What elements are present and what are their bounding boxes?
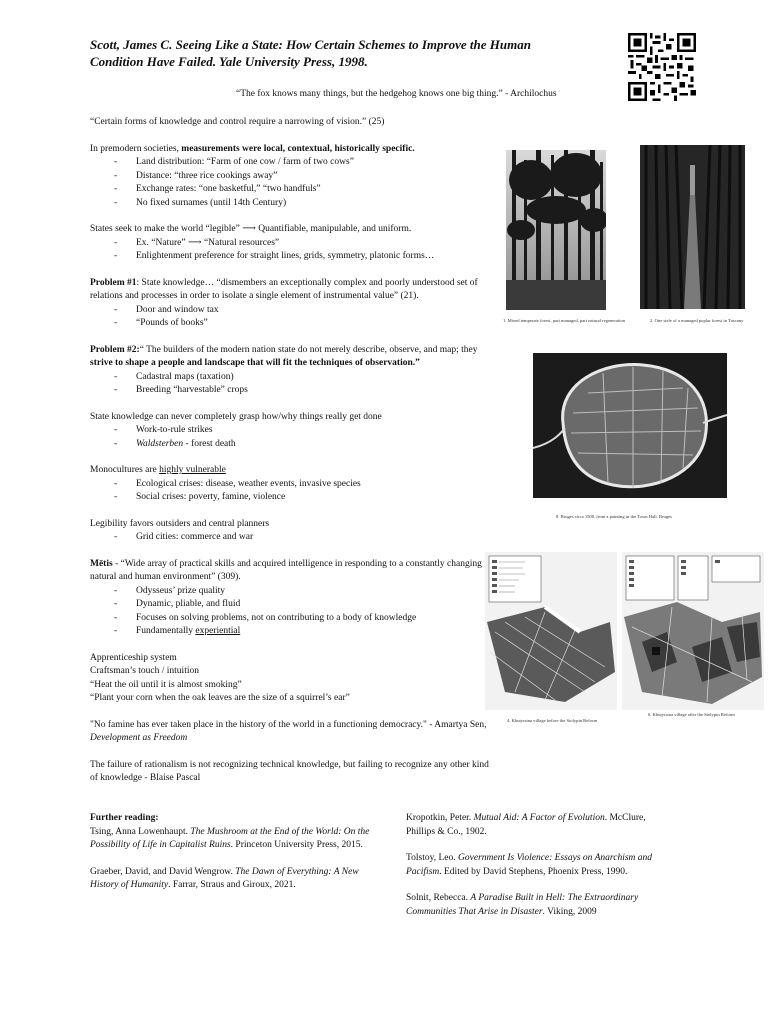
reading-title: The Mushroom at the End of the World: On the Possibility of Life in Capitalist Ruins [90, 826, 370, 850]
reading-title: The Dawn of Everything: A New History of Humanity [90, 866, 359, 890]
poplar-forest-photo [640, 145, 745, 309]
metis-last-underlined: experiential [195, 626, 241, 636]
village-after-map [622, 552, 764, 710]
craft-section [90, 652, 495, 706]
reading-title: Government Is Violence: Essays on Anarchism and Pacifism [406, 853, 653, 877]
sen-quote [90, 719, 495, 746]
list-item: - No fixed surnames (until 14th Century) [90, 197, 495, 211]
sen-text: "No famine has ever taken place in the history of the world in a functioning democracy." - Amartya Sen, [90, 719, 487, 730]
legible-section [90, 223, 495, 264]
mono-lead: Monocultures are [90, 465, 160, 475]
figure-4-caption: 4. Khutyrsina village before the Stolypin Reform [507, 718, 598, 723]
further-reading-left [90, 812, 370, 906]
list-item: - Door and window tax [90, 304, 495, 318]
list-item: - “Pounds of books” [90, 317, 495, 331]
reading-entry [406, 812, 676, 839]
reading-entry [406, 892, 676, 919]
problem2-label: Problem #2: [90, 344, 140, 355]
epigraph: “The fox knows many things, but the hedgehog knows one big thing.” - Archilochus [236, 89, 557, 99]
reading-title: Mutual Aid: A Factor of Evolution [473, 813, 605, 823]
outsiders-lead: Legibility favors outsiders and central planners [90, 518, 270, 529]
list-item: - Dynamic, pliable, and fluid [90, 598, 495, 612]
list-item: - Grid cities: commerce and war [90, 531, 495, 545]
figure-2-caption: 2. One stele of a managed poplar forest in Tuscany [650, 318, 744, 323]
waldsterben-def: - forest death [183, 438, 236, 449]
village-before-map [485, 552, 617, 710]
reading-author: Tolstoy, Leo. [406, 853, 459, 863]
list-item: - Ex. “Nature” ⟶ “Natural resources” [90, 237, 495, 251]
legible-lead: States seek to make the world “legible” ⟶ Quantifiable, manipulable, and uniform. [90, 224, 412, 234]
metis-section [90, 558, 495, 639]
figure-1-caption: 1. Mixed temperate forest, part managed, part natural regeneration [503, 318, 626, 323]
problem2-section [90, 344, 495, 398]
premodern-lead: In premodern societies, [90, 143, 182, 154]
craft-line: Apprenticeship system [90, 652, 177, 663]
reading-publisher: . Viking, 2009 [542, 906, 597, 917]
reading-author: Solnit, Rebecca. [406, 893, 471, 903]
reading-entry [406, 852, 676, 879]
reading-publisher: . Farrar, Straus and Giroux, 2021. [168, 880, 296, 890]
list-item: - Focuses on solving problems, not on contributing to a body of knowledge [90, 612, 495, 626]
list-item: - Distance: “three rice cookings away” [90, 170, 495, 184]
figure-6-caption: 6. Khutyrsina village after the Stolypin Reform [648, 712, 735, 717]
bruges-map-image [533, 353, 727, 498]
list-item: - Enlightenment preference for straight lines, grids, symmetry, platonic forms… [90, 250, 495, 264]
reading-publisher: . Princeton University Press, 2015. [230, 840, 363, 850]
sen-book: Development as Freedom [90, 733, 188, 743]
problem2-bold: strive to shape a people and landscape that will fit the techniques of observation.” [90, 358, 420, 368]
list-item: - Social crises: poverty, famine, violence [90, 491, 495, 505]
reading-author: Graeber, David, and David Wengrow. [90, 866, 236, 877]
craft-line: Craftsman’s touch / intuition [90, 666, 199, 676]
reading-publisher: . Edited by David Stephens, Phoenix Press, 1990. [439, 866, 628, 877]
list-item: - Ecological crises: disease, weather events, invasive species [90, 478, 495, 492]
figure-8-caption: 8. Bruges circa 1500, from a painting in the Town Hall, Bruges [556, 514, 672, 519]
reading-publisher: . McClure, Phillips & Co., 1902. [406, 813, 646, 837]
further-reading-right [406, 812, 676, 932]
waldsterben-term: Waldsterben [136, 438, 184, 449]
metis-last-lead: Fundamentally [136, 626, 196, 636]
problem1-section [90, 277, 495, 331]
craft-line: “Plant your corn when the oak leaves are the size of a squirrel’s ear” [90, 693, 350, 703]
list-item: - Land distribution: “Farm of one cow / farm of two cows” [90, 156, 495, 170]
reading-entry [90, 826, 370, 853]
grasp-section [90, 411, 495, 452]
monoculture-section [90, 464, 495, 505]
list-item: - Exchange rates: “one basketful,” “two handfuls” [90, 183, 495, 197]
reading-author: Tsing, Anna Lowenhaupt. [90, 826, 191, 837]
mono-underlined: highly vulnerable [159, 465, 226, 475]
pascal-quote: The failure of rationalism is not recognizing technical knowledge, but failing to recognize any other kind of knowledge - Blaise Pascal [90, 759, 489, 783]
document-title: Scott, James C. Seeing Like a State: How Certain Schemes to Improve the Human Condition Have Failed. Yale University Press, 1998. [90, 37, 531, 69]
premodern-section [90, 143, 495, 211]
qr-code[interactable] [628, 33, 696, 101]
reading-entry [90, 866, 370, 893]
intro-quote: “Certain forms of knowledge and control require a narrowing of vision.” (25) [90, 117, 385, 127]
outsiders-section [90, 518, 495, 545]
craft-line: “Heat the oil until it is almost smoking” [90, 679, 242, 690]
reading-title: A Paradise Built in Hell: The Extraordinary Communities That Arise in Disaster [406, 893, 639, 917]
list-item [90, 625, 495, 639]
problem1-label: Problem #1 [90, 277, 137, 288]
list-item [90, 438, 495, 452]
metis-label: Mētis [90, 558, 113, 569]
metis-text: - “Wide array of practical skills and acquired intelligence in responding to a constantly changing natural and human environment” (309). [90, 558, 482, 582]
premodern-bold: measurements were local, contextual, historically specific. [181, 143, 415, 154]
reading-author: Kropotkin, Peter. [406, 813, 474, 823]
grasp-lead: State knowledge can never completely grasp how/why things really get done [90, 411, 382, 422]
list-item: - Work-to-rule strikes [90, 424, 495, 438]
further-reading-heading: Further reading: [90, 813, 159, 823]
problem1-text: : State knowledge… “dismembers an exceptionally complex and poorly understood set of relations and processes in order to isolate a single element of instrumental value” (21). [90, 277, 478, 301]
main-notes [90, 116, 495, 799]
problem2-text: “ The builders of the modern nation state do not merely describe, observe, and map; they [139, 344, 478, 355]
list-item: - Odysseus’ prize quality [90, 585, 495, 599]
list-item: - Breeding “harvestable” crops [90, 384, 495, 398]
mixed-forest-photo [506, 150, 606, 310]
list-item: - Cadastral maps (taxation) [90, 371, 495, 385]
